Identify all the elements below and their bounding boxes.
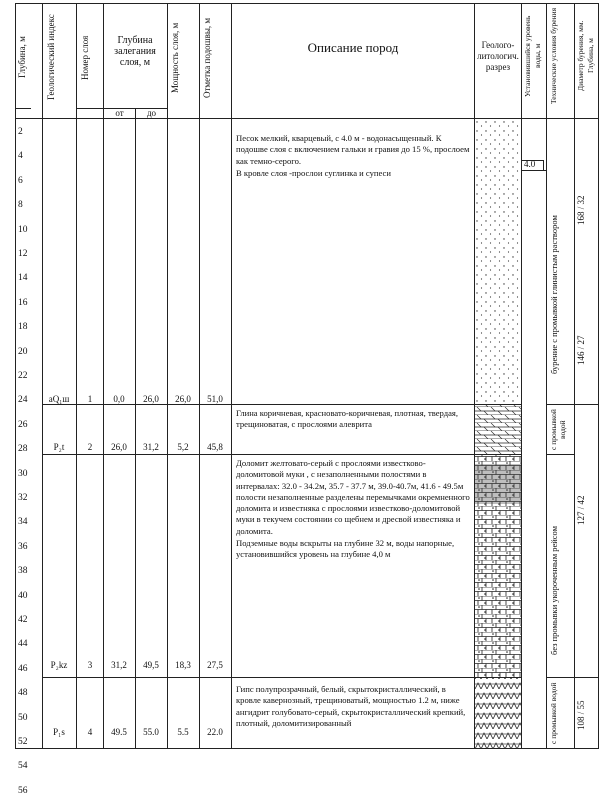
depth-tick: 32: [18, 493, 28, 503]
depth-tick: 28: [18, 444, 28, 455]
tech-note-3: без промывки укороченным рейсом: [549, 525, 559, 655]
depth-tick: 46: [18, 663, 28, 674]
layer-1-mark: 51,0: [207, 394, 223, 404]
layer-2-thickness: 5,2: [177, 442, 189, 452]
diameter-note-1: 168 / 32: [576, 195, 586, 225]
depth-tick: 50: [18, 712, 28, 723]
depth-tick: 54: [18, 761, 28, 772]
layer-3-index: P₂kz: [50, 660, 68, 670]
header-from: от: [115, 108, 124, 118]
dolomite-dark-band: [475, 464, 521, 504]
layer-3-mark: 27,5: [207, 660, 223, 670]
water-level-line: [521, 170, 546, 171]
tech-note-4: с промывкой водой: [549, 682, 558, 744]
column-border: [135, 108, 136, 748]
header-sole-mark: Отметка подошвы, м: [202, 17, 212, 98]
header-geo-index: Геологический индекс: [46, 14, 56, 101]
depth-tick: 22: [18, 371, 28, 381]
header-drill-diameter: Диаметр бурения, мм. Глубина, м: [576, 20, 595, 92]
column-border: [521, 3, 522, 748]
depth-tick: 40: [18, 590, 28, 601]
layer-1-from: 0,0: [113, 394, 125, 404]
depth-tick: 34: [18, 517, 28, 528]
layer-3-to: 49,5: [143, 660, 159, 670]
row-border: [15, 748, 599, 749]
layer-2-no: 2: [87, 442, 93, 452]
header-depth: Глубина, м: [17, 36, 27, 79]
row-border: [76, 108, 103, 109]
tech-note-1: бурение с промывкой глинистым раствором: [549, 215, 559, 375]
layer-3-from: 31,2: [111, 660, 127, 670]
depth-tick: 48: [18, 688, 28, 699]
header-occurrence-depth: Глубина залегания слоя, м: [114, 35, 156, 68]
depth-tick: 52: [18, 737, 28, 747]
depth-tick: 8: [18, 200, 23, 211]
depth-tick: 14: [18, 273, 28, 284]
depth-tick: 42: [18, 615, 28, 625]
depth-tick: 24: [18, 395, 28, 406]
layer-4-from: 49.5: [111, 727, 127, 737]
column-border: [598, 3, 599, 748]
layer-1-no: 1: [87, 394, 93, 404]
depth-tick: 10: [18, 224, 28, 235]
row-border: [15, 108, 31, 109]
layer-3-thickness: 18,3: [175, 660, 191, 670]
layer-1-description: Песок мелкий, кварцевый, с 4.0 м - водонасыщенный. К подошве слоя с включением гальки и гравия до 15 %, прослоем как темно-серого. В кровле слоя -прослои суглинка и супеси: [236, 133, 470, 178]
depth-tick: 44: [18, 639, 28, 650]
layer-3-description: Доломит желтовато-серый с прослоями известково-доломитовой муки , с незаполненными полостями в интервалах: 32.0 - 34.2м, 35.7 - 37.7 м, 39.0-40.7м, 41.6 - 49.5м полости незаполненные разделены перемычками окремненного доломита и известняка с прослоями известково-доломитовой муки в текучем состоянии со щебнем и дресвой известняка и доломита. Подземные воды вскрыты на глубине 32 м, воды напорные, установившийся уровень на глубине 4,0 м: [236, 458, 470, 560]
column-border: [231, 3, 232, 748]
layer-2-index: P₂t: [53, 442, 65, 452]
column-border: [167, 3, 168, 748]
header-to: до: [146, 108, 157, 118]
column-border: [199, 3, 200, 748]
layer-boundary: [42, 454, 521, 455]
column-border: [76, 3, 77, 748]
depth-tick: 26: [18, 419, 28, 430]
layer-4-description: Гипс полупрозрачный, белый, скрытокристаллический, в кровле кавернозный, трещиноватый, мощностью 1.2 м, ниже ангидрит голубовато-серый, скрытокристаллический крепкий, плотный, доломитизированный: [236, 684, 466, 728]
header-thickness: Мощность слоя, м: [170, 22, 180, 93]
clay-layer-fill: [475, 404, 521, 454]
layer-4-to: 55.0: [143, 727, 159, 737]
layer-2-mark: 45,8: [207, 442, 223, 452]
layer-2-description: Глина коричневая, красновато-коричневая, плотная, твердая, трещиноватая, с прослоями алеврита: [236, 408, 458, 430]
depth-tick: 16: [18, 297, 28, 308]
gypsum-layer-fill: [475, 677, 521, 748]
depth-tick: 12: [18, 249, 28, 259]
depth-tick: 30: [18, 468, 28, 479]
row-border: [15, 3, 599, 4]
column-border: [574, 3, 575, 748]
layer-4-thickness: 5.5: [177, 727, 189, 737]
column-border: [546, 3, 547, 748]
layer-4-mark: 22.0: [207, 727, 223, 737]
layer-2-from: 26,0: [111, 442, 127, 452]
layer-3-no: 3: [87, 660, 93, 670]
diameter-note-4: 108 / 55: [576, 700, 586, 730]
water-level-value: 4.0: [524, 159, 536, 169]
depth-tick: 4: [18, 151, 23, 162]
depth-tick: 20: [18, 346, 28, 357]
depth-tick: 18: [18, 322, 28, 333]
column-border: [15, 3, 16, 748]
layer-1-thickness: 26,0: [175, 394, 191, 404]
header-layer-no: Номер слоя: [80, 35, 90, 80]
header-water-level: Установившийся уровень воды, м: [523, 15, 542, 97]
layer-2-to: 31,2: [143, 442, 159, 452]
header-description: Описание пород: [307, 40, 399, 55]
layer-1-index: aQ₁ш: [48, 394, 70, 404]
layer-1-to: 26,0: [143, 394, 159, 404]
tech-boundary: [574, 404, 598, 405]
depth-tick: 56: [18, 785, 28, 796]
sand-layer-fill: [475, 119, 521, 404]
lithology-section: [475, 119, 521, 748]
tech-note-2: с промывкой водой: [549, 409, 567, 450]
tech-boundary: [546, 677, 598, 678]
header-tech-conditions: Технические условия бурения: [549, 7, 558, 105]
diameter-note-3: 127 / 42: [576, 495, 586, 525]
diameter-note-2: 146 / 27: [576, 335, 586, 365]
depth-tick: 2: [18, 127, 23, 137]
header-section: Геолого-литологич. разрез: [477, 40, 519, 72]
layer-boundary: [42, 677, 521, 678]
depth-tick: 6: [18, 175, 23, 186]
layer-boundary: [42, 404, 521, 405]
column-border: [42, 3, 43, 748]
layer-4-index: P₁s: [53, 727, 65, 737]
tech-boundary: [546, 454, 574, 455]
depth-tick: 38: [18, 566, 28, 577]
layer-4-no: 4: [87, 727, 93, 737]
depth-tick: 36: [18, 541, 28, 552]
